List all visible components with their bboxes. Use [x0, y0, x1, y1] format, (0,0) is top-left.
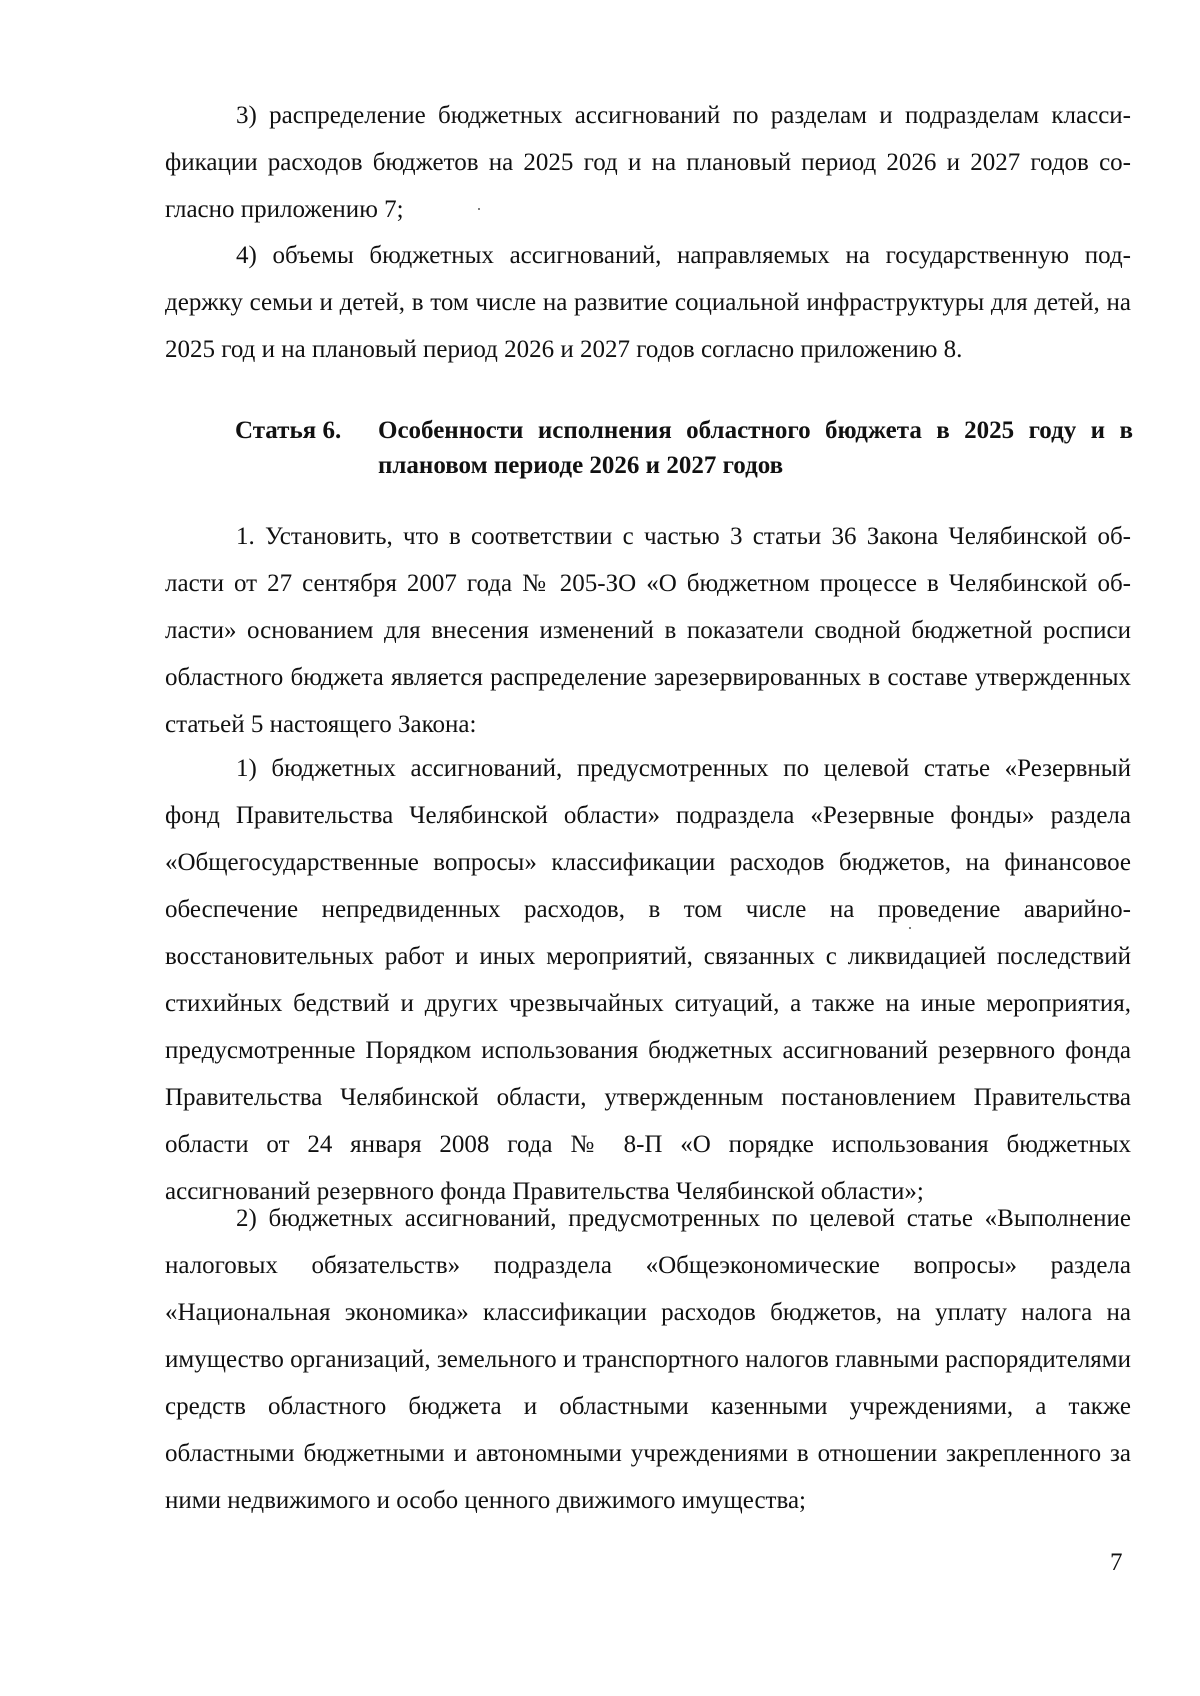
paragraph-point-1: 1. Установить, что в соответствии с частью 3 статьи 36 Закона Челябинской области от 27 сентября 2007 года № 205-ЗО «О бюджетном процессе в Челябинской области» основанием для внесения изменений в показатели сводной бюджетной росписи областного бюджета является распределение зарезервированных в составе утвержденных статьей 5 настоящего Закона:	[165, 523, 1131, 738]
paragraph-item-3: 3) распределение бюджетных ассигнований по разделам и подразделам классификации расходов бюджетов на 2025 год и на плановый период 2026 и 2027 годов согласно приложению 7;	[165, 102, 1131, 223]
paragraph-subpoint-1: 1) бюджетных ассигнований, предусмотренных по целевой статье «Резервный фонд Правительства Челябинской области» подраздела «Резервные фонды» раздела «Общегосударственные вопросы» классификации расходов бюджетов, на финансовое обеспечение непредвиденных расходов, в том числе на проведение аварийно-восстановительных работ и иных мероприятий, связанных с ликвидацией последствий стихийных бедствий и других чрезвычайных ситуаций, а также на иные мероприятия, предусмотренные Порядком использования бюджетных ассигнований резервного фонда Правительства Челябинской области, утвержденным постановлением Правительства области от 24 января 2008 года № 8-П «О порядке использования бюджетных ассигнований резервного фонда Правительства Челябинской области»;	[165, 755, 1131, 1205]
page-number: 7	[1110, 1549, 1123, 1576]
paragraph-subpoint-2: 2) бюджетных ассигнований, предусмотренных по целевой статье «Выполнение налоговых обязательств» подраздела «Общеэкономические вопросы» раздела «Национальная экономика» классификации расходов бюджетов, на уплату налога на имущество организаций, земельного и транспортного налогов главными распорядителями средств областного бюджета и областными казенными учреждениями, а также областными бюджетными и автономными учреждениями в отношении закрепленного за ними недвижимого и особо ценного движимого имущества;	[165, 1205, 1131, 1514]
scan-speck	[478, 208, 480, 210]
article-title: Особенности исполнения областного бюджета в 2025 году и в плановом периоде 2026 и 2027 годов	[378, 417, 1133, 479]
paragraph-item-4: 4) объемы бюджетных ассигнований, направляемых на государственную поддержку семьи и детей, в том числе на развитие социальной инфраструктуры для детей, на 2025 год и на плановый период 2026 и 2027 годов согласно приложению 8.	[165, 242, 1131, 363]
scan-speck	[909, 927, 911, 929]
article-number: Статья 6.	[235, 417, 342, 444]
